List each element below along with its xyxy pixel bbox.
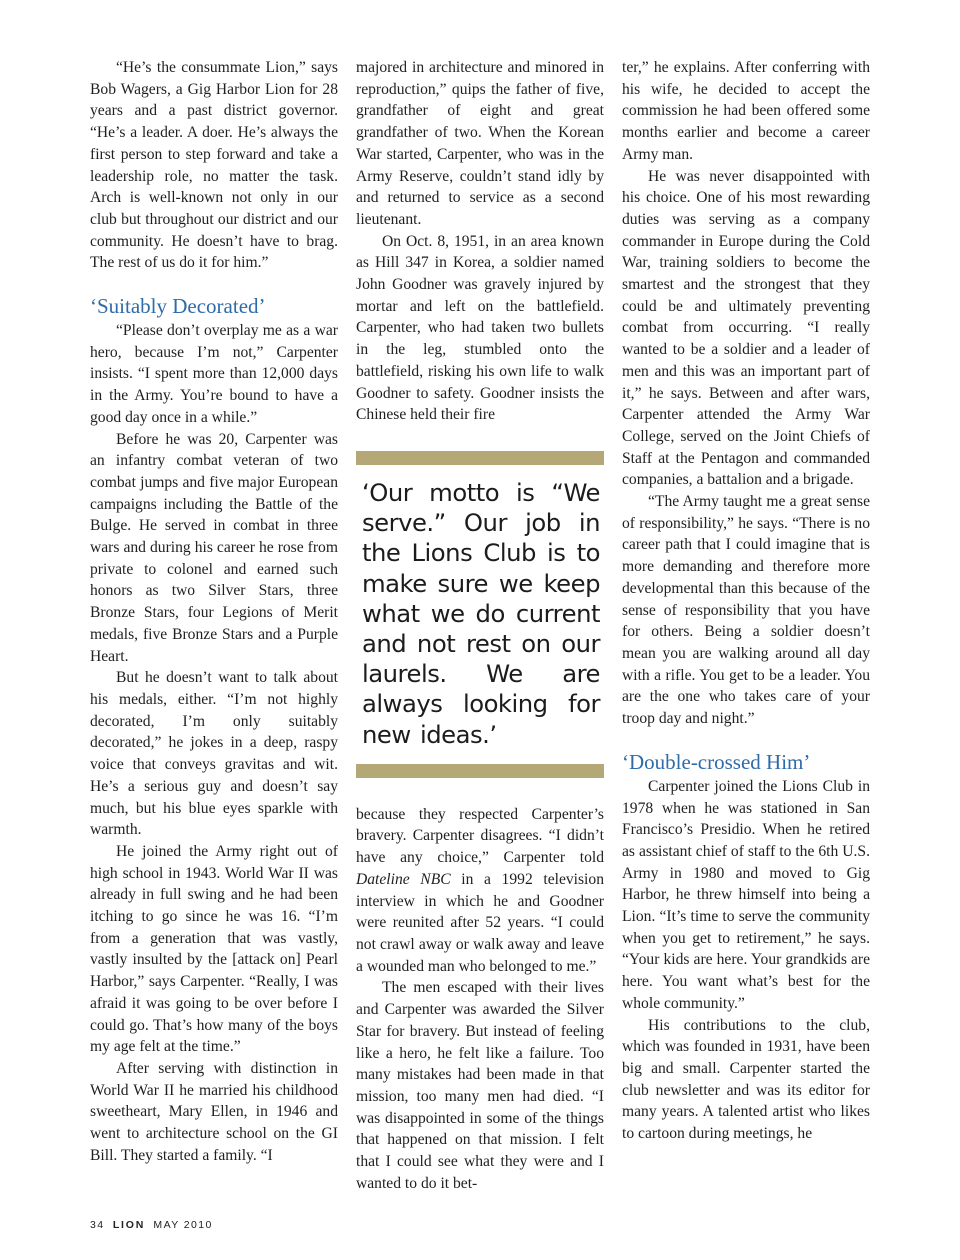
article-column-2 [356,57,604,1194]
pull-quote-bottom-bar [356,764,604,778]
paragraph: “He’s the consummate Lion,” says Bob Wagers, a Gig Harbor Lion for 28 years and a past district governor. “He’s a leader. A doer. He’s always the first person to step forward and take a leadership role, no matter the task. Arch is well-known not only in our club but throughout our district and our community. He doesn’t have to brag. The rest of us do it for him.” [90,59,338,272]
pull-quote [356,451,604,778]
paragraph [356,804,604,978]
paragraph: He was never disappointed with his choice. One of his most rewarding duties was serving as a company commander in Europe during the Cold War, training soldiers to become the smartest and the strongest that they could be and ultimately preventing combat from occurring. “I really wanted to be a soldier and a leader of men and this was an important part of it,” he says. Between and after wars, Carpenter attended the Army War College, served on the Joint Chiefs of Staff at the Pentagon and commanded companies, a battalion and a brigade. [622,167,870,489]
pull-quote-top-bar [356,451,604,465]
paragraph: His contributions to the club, which was founded in 1931, have been big and small. Carpenter started the club newsletter and was its editor for many years. A talented artist who likes to cartoon during meetings, he [622,1016,870,1143]
paragraph: He joined the Army right out of high school in 1943. World War II was already in full swing and he had been itching to go since he was 16. “I’m from a generation that was vastly, vastly insulted by the [attack on] Pearl Harbor,” says Carpenter. “Really, I was afraid it was going to be over before I could go. That’s how many of the boys my age felt at the time.” [90,842,338,1056]
section-heading-double-crossed-him: ‘Double-crossed Him’ [622,749,811,774]
paragraph: ter,” he explains. After conferring with his wife, he decided to accept the commission he had been offered some months earlier and become a career Army man. [622,59,870,163]
paragraph: But he doesn’t want to talk about his medals, either. “I’m not highly decorated, I’m only suitably decorated,” he jokes in a deep, raspy voice that conveys gravitas and wit. He’s a serious guy and doesn’t say much, but his blue eyes sparkle with warmth. [90,669,338,839]
paragraph: “Please don’t overplay me as a war hero, because I’m not,” Carpenter insists. “I spent more than 12,000 days in the Army. You’re bound to have a good day once in a while.” [90,322,338,426]
paragraph: After serving with distinction in World War II he married his childhood sweetheart, Mary Ellen, in 1946 and went to architecture school on the GI Bill. They started a family. “I [90,1059,338,1164]
pull-quote-text: ‘Our motto is “We serve.” Our job in the Lions Club is to make sure we keep what we do current and not rest on our laurels. We are always looking for new ideas.’ [362,477,600,749]
show-title: Dateline NBC [356,870,451,888]
paragraph: Carpenter joined the Lions Club in 1978 when he was stationed in San Francisco’s Presidio. When he retired as assistant chief of staff to the 6th U.S. Army in 1980 and moved to Gig Harbor, he threw himself into being a Lion. “It’s time to serve the community when you get to retirement,” he says. “Your kids are here. Your grandkids are here. You want what’s best for the whole community.” [622,777,870,1012]
issue-date: MAY 2010 [153,1219,213,1231]
paragraph: On Oct. 8, 1951, in an area known as Hill 347 in Korea, a soldier named John Goodner was gravely injured by mortar and left on the battlefield. Carpenter, who had taken two bullets in the leg, stumbled onto the battlefield, risking his own life to walk Goodner to safety. Goodner insists the Chinese held their fire [356,232,604,424]
paragraph: majored in architecture and minored in reproduction,” quips the father of five, grandfather of eight and great grandfather of two. When the Korean War started, Carpenter, who was in the Army Reserve, couldn’t stand idly by and returned to service as a second lieutenant. [356,59,604,228]
article-column-1 [90,57,338,1166]
page-footer [90,1219,217,1231]
paragraph: The men escaped with their lives and Carpenter was awarded the Silver Star for bravery. But instead of feeling like a hero, he felt like a failure. Too many mistakes had been made in that mission, too many men had died. “I was disappointed in some of the things that happened on that mission. I felt that I could see what they were and I wanted to do it bet- [356,979,604,1192]
magazine-name: LION [112,1219,146,1231]
article-column-3 [622,57,870,1145]
paragraph-text: because they respected Carpenter’s bravery. Carpenter disagrees. “I didn’t have any choice,” Carpenter told [356,805,604,867]
page-number: 34 [90,1219,105,1231]
paragraph: “The Army taught me a great sense of responsibility,” he says. “There is no career path that I could imagine that is more demanding and therefore more developmental than this because of the sense of responsibility that you have for others. Being a soldier doesn’t mean you are walking around all day with a rifle. You get to be a leader. You are the one who takes care of your troop day and night.” [622,493,870,728]
paragraph-text: in a 1992 television interview in which he and Goodner were reunited after 52 years. “I could not crawl away or walk away and leave a wounded man who belonged to me.” [356,870,604,975]
paragraph: Before he was 20, Carpenter was an infantry combat veteran of two combat jumps and five major European campaigns including the Battle of the Bulge. He served in combat in three wars and during his career he rose from private to colonel and earned such honors as two Silver Stars, three Bronze Stars, four Legions of Merit medals, five Bronze Stars and a Purple Heart. [90,430,338,665]
section-heading-suitably-decorated: ‘Suitably Decorated’ [90,294,266,319]
